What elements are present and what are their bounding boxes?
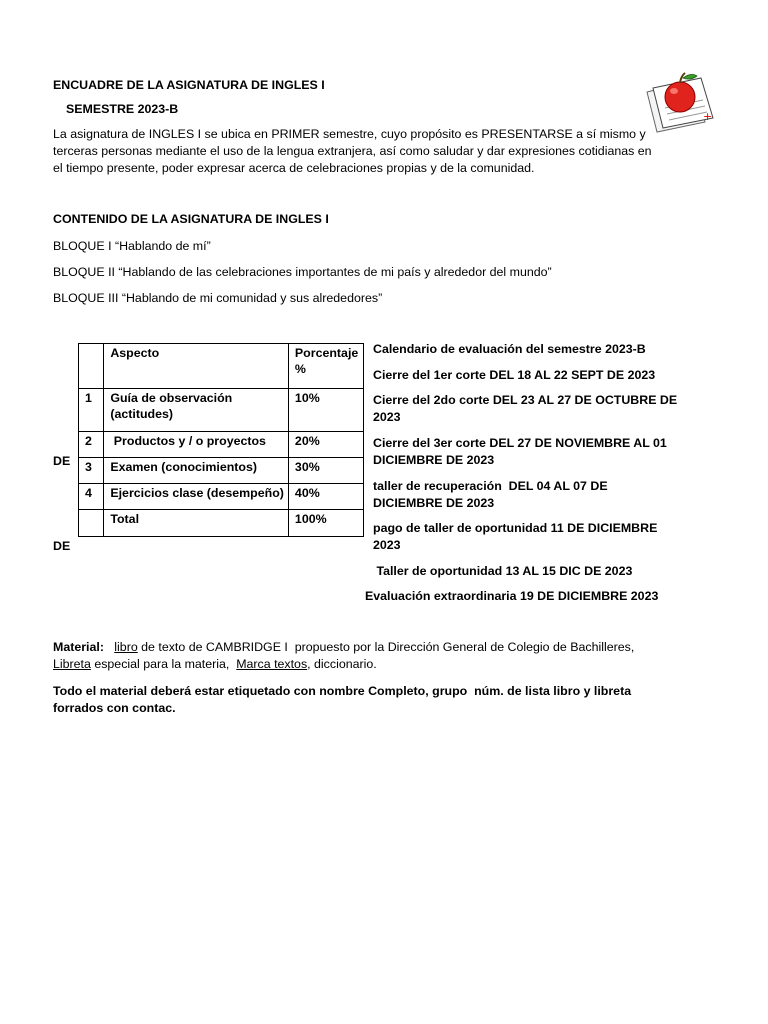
row-percent: 40%	[288, 484, 363, 510]
material-text: especial para la materia,	[90, 657, 237, 671]
calendar-item: DICIEMBRE DE 2023	[373, 496, 495, 510]
block-item: BLOQUE II “Hablando de las celebraciones importantes de mi país y alrededor del mundo”	[53, 265, 552, 279]
material-book: libro	[114, 640, 138, 654]
table-header-aspect: Aspecto	[104, 344, 289, 389]
table-header-cell	[79, 344, 104, 389]
aspect-line: Guía de observación	[110, 391, 233, 405]
calendar-item: Cierre del 2do corte DEL 23 AL 27 DE OCTUBRE DE	[373, 393, 678, 407]
header-percent-line: %	[294, 362, 306, 376]
row-aspect: Total	[104, 510, 289, 537]
content-heading: CONTENIDO DE LA ASIGNATURA DE INGLES I	[53, 212, 329, 226]
calendar-item: taller de recuperación DEL 04 AL 07 DE	[373, 479, 608, 493]
material-text: , diccionario.	[307, 657, 377, 671]
table-header-row	[79, 344, 364, 389]
calendar-item: DICIEMBRE DE 2023	[373, 453, 495, 467]
aspect-line: (actitudes)	[110, 407, 173, 421]
calendar-item: pago de taller de oportunidad 11 DE DICIEMBRE	[373, 521, 658, 535]
row-percent: 10%	[288, 389, 363, 432]
material-label: Material:	[53, 640, 104, 654]
row-number: 2	[79, 432, 104, 458]
row-number: 3	[79, 458, 104, 484]
stray-label: DE	[53, 539, 71, 553]
row-number	[79, 510, 104, 537]
intro-line: terceras personas mediante el uso de la lengua extranjera, así como saludar y dar expresiones cotidianas en	[53, 144, 652, 158]
calendar-item: Taller de oportunidad 13 AL 15 DIC DE 2023	[373, 564, 633, 578]
row-number: 4	[79, 484, 104, 510]
calendar-item: Cierre del 3er corte DEL 27 DE NOVIEMBRE AL 01	[373, 436, 667, 450]
row-percent: 100%	[288, 510, 363, 537]
material-text: de texto de CAMBRIDGE I propuesto por la Dirección General de Colegio de Bachilleres,	[137, 640, 635, 654]
material-line-1	[53, 639, 634, 656]
row-percent: 30%	[288, 458, 363, 484]
calendar-item: Cierre del 1er corte DEL 18 AL 22 SEPT DE 2023	[373, 368, 656, 382]
row-aspect: Ejercicios clase (desempeño)	[104, 484, 289, 510]
calendar-title: Calendario de evaluación del semestre 2023-B	[373, 342, 646, 356]
material-highlighter: Marca textos	[236, 657, 308, 671]
row-aspect: Examen (conocimientos)	[104, 458, 289, 484]
document-title: ENCUADRE DE LA ASIGNATURA DE INGLES I	[53, 78, 325, 92]
row-aspect	[104, 389, 289, 432]
header-percent-line: Porcentaje	[294, 346, 359, 360]
calendar-item: 2023	[373, 410, 401, 424]
material-notebook: Libreta	[53, 657, 91, 671]
apple-on-papers-icon	[643, 70, 723, 134]
row-aspect: Productos y / o proyectos	[104, 432, 289, 458]
stray-label: DE	[53, 454, 71, 468]
semester-label: SEMESTRE 2023-B	[66, 102, 179, 116]
block-item: BLOQUE III “Hablando de mi comunidad y sus alrededores”	[53, 291, 383, 305]
svg-text:+: +	[703, 110, 713, 123]
calendar-item: Evaluación extraordinaria 19 DE DICIEMBRE 2023	[365, 589, 659, 603]
table-header-percent	[288, 344, 363, 389]
intro-line: La asignatura de INGLES I se ubica en PRIMER semestre, cuyo propósito es PRESENTARSE a sí mismo y	[53, 127, 646, 141]
table-row	[79, 389, 364, 432]
evaluation-table	[78, 343, 364, 537]
table-row-total	[79, 510, 364, 537]
block-item: BLOQUE I “Hablando de mí”	[53, 239, 211, 253]
calendar-item: 2023	[373, 538, 401, 552]
table-row	[79, 484, 364, 510]
table-row	[79, 458, 364, 484]
note-line: Todo el material deberá estar etiquetado con nombre Completo, grupo núm. de lista libro y libreta	[53, 684, 632, 698]
intro-paragraph	[53, 126, 673, 177]
row-percent: 20%	[288, 432, 363, 458]
row-number: 1	[79, 389, 104, 432]
material-line-2	[53, 656, 377, 673]
intro-line: el tiempo presente, poder expresar acerca de celebraciones propias y de la comunidad.	[53, 161, 535, 175]
note-line: forrados con contac.	[53, 701, 176, 715]
table-row	[79, 432, 364, 458]
